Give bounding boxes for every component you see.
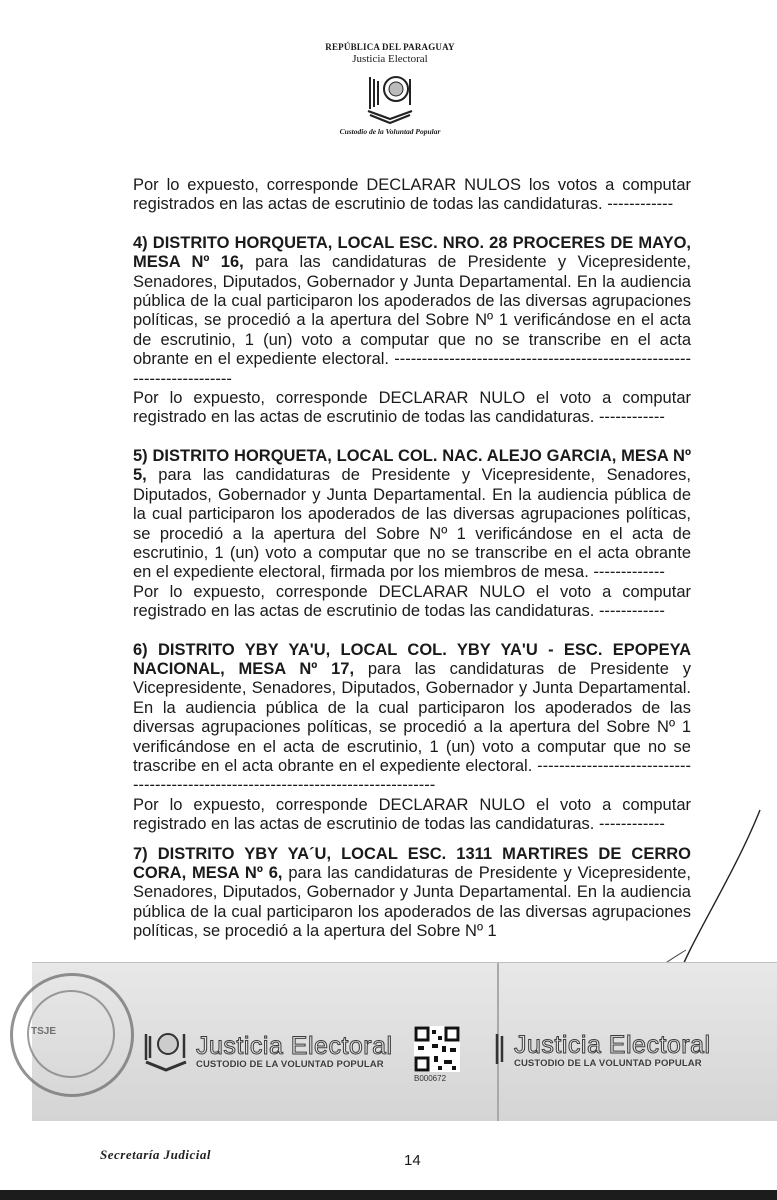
item-4-paragraph: [133, 234, 691, 389]
item-6-text: para las candidaturas de Presidente y Vicepresidente, Senadores, Diputados, Gobernador y Junta Departamental. En la audiencia pública de la cual participaron los apoderados de las diversas agrupaciones políticas, se procedió a la apertura del Sobre Nº 1 verificándose en el acta de escrutinio, 1 (un) voto a computar que no se trascribe en el acta obrante en el expediente electoral. -----------------------------------------------------------------------------------: [133, 659, 691, 795]
item-5-paragraph: [133, 447, 691, 583]
qr-code-label: B000672: [414, 1074, 447, 1083]
document-header: [300, 42, 480, 136]
justicia-electoral-logo-icon: [142, 1028, 190, 1074]
round-seal-text: TSJE: [31, 1026, 57, 1037]
secretaria-judicial-label: Secretaría Judicial: [100, 1147, 211, 1162]
institution-name: Justicia Electoral: [352, 53, 428, 65]
right-stamp-sub: CUSTODIO DE LA VOLUNTAD POPULAR: [514, 1057, 702, 1069]
round-seal: [10, 973, 134, 1097]
item-6-conclusion: Por lo expuesto, corresponde DECLARAR NULO el voto a computar registrado en las actas de escrutinio de todas las candidaturas. ------------: [133, 795, 691, 834]
right-stamp-name: Justicia Electoral: [514, 1030, 711, 1059]
item-6-paragraph: [133, 641, 691, 796]
justicia-electoral-seal-icon: [364, 69, 416, 125]
item-5-text: para las candidaturas de Presidente y Vicepresidente, Senadores, Diputados, Gobernador y Junta Departamental. En la audiencia pública de la cual participaron los apoderados de las diversas agrupaciones políticas, se procedió a la apertura del Sobre Nº 1 verificándose en el acta de escrutinio, 1 (un) voto a computar que no se transcribe en el acta obrante en el expediente electoral, firmada por los miembros de mesa. -------------: [133, 466, 691, 582]
item-7-text: para las candidaturas de Presidente y Vicepresidente, Senadores, Diputados, Gobernador y Junta Departamental. En la audiencia pública de la cual participaron los apoderados de las diversas agrupaciones políticas, se procedió a la apertura del Sobre Nº 1: [133, 864, 692, 941]
item-5-conclusion: Por lo expuesto, corresponde DECLARAR NULO el voto a computar registrado en las actas de escrutinio de todas las candidaturas. ------------: [133, 582, 691, 621]
item-4-text: para las candidaturas de Presidente y Vicepresidente, Senadores, Diputados, Gobernador y Junta Departamental. En la audiencia pública de la cual participaron los apoderados de las diversas agrupaciones políticas, se procedió a la apertura del Sobre Nº 1 verificándose en el acta de escrutinio, 1 (un) voto a computar que no se transcribe en el acta obrante en el expediente electoral. ------------------------------------------------------------------------: [133, 253, 692, 388]
republic-label: REPÚBLICA DEL PARAGUAY: [325, 42, 455, 52]
page-number: 14: [404, 1152, 421, 1169]
item-6-title: 6) DISTRITO YBY YA'U, LOCAL COL. YBY YA'U - ESC. EPOPEYA NACIONAL, MESA Nº 17,: [133, 640, 691, 678]
justicia-electoral-logo-icon: [494, 1030, 508, 1070]
qr-code-icon: [414, 1026, 460, 1072]
intro-paragraph: Por lo expuesto, corresponde DECLARAR NULOS los votos a computar registrados en las actas de escrutinio de todas las candidaturas. ------------: [133, 176, 691, 214]
left-stamp-name: Justicia Electoral: [196, 1031, 393, 1060]
item-4-title: 4) DISTRITO HORQUETA, LOCAL ESC. NRO. 28 PROCERES DE MAYO, MESA Nº 16,: [133, 233, 691, 272]
right-stamp-logo: [494, 1030, 711, 1070]
item-4-conclusion: Por lo expuesto, corresponde DECLARAR NULO el voto a computar registrado en las actas de escrutinio de todas las candidaturas. ------------: [133, 389, 691, 427]
item-5-title: 5) DISTRITO HORQUETA, LOCAL COL. NAC. ALEJO GARCIA, MESA Nº 5,: [133, 446, 691, 485]
left-stamp-logo: [142, 1028, 393, 1074]
item-7-title: 7) DISTRITO YBY YA´U, LOCAL ESC. 1311 MARTIRES DE CERRO CORA, MESA Nº 6,: [133, 844, 691, 882]
bottom-edge-bar: [0, 1190, 777, 1200]
left-stamp-sub: CUSTODIO DE LA VOLUNTAD POPULAR: [196, 1058, 384, 1070]
institution-motto: Custodio de la Voluntad Popular: [339, 127, 441, 136]
